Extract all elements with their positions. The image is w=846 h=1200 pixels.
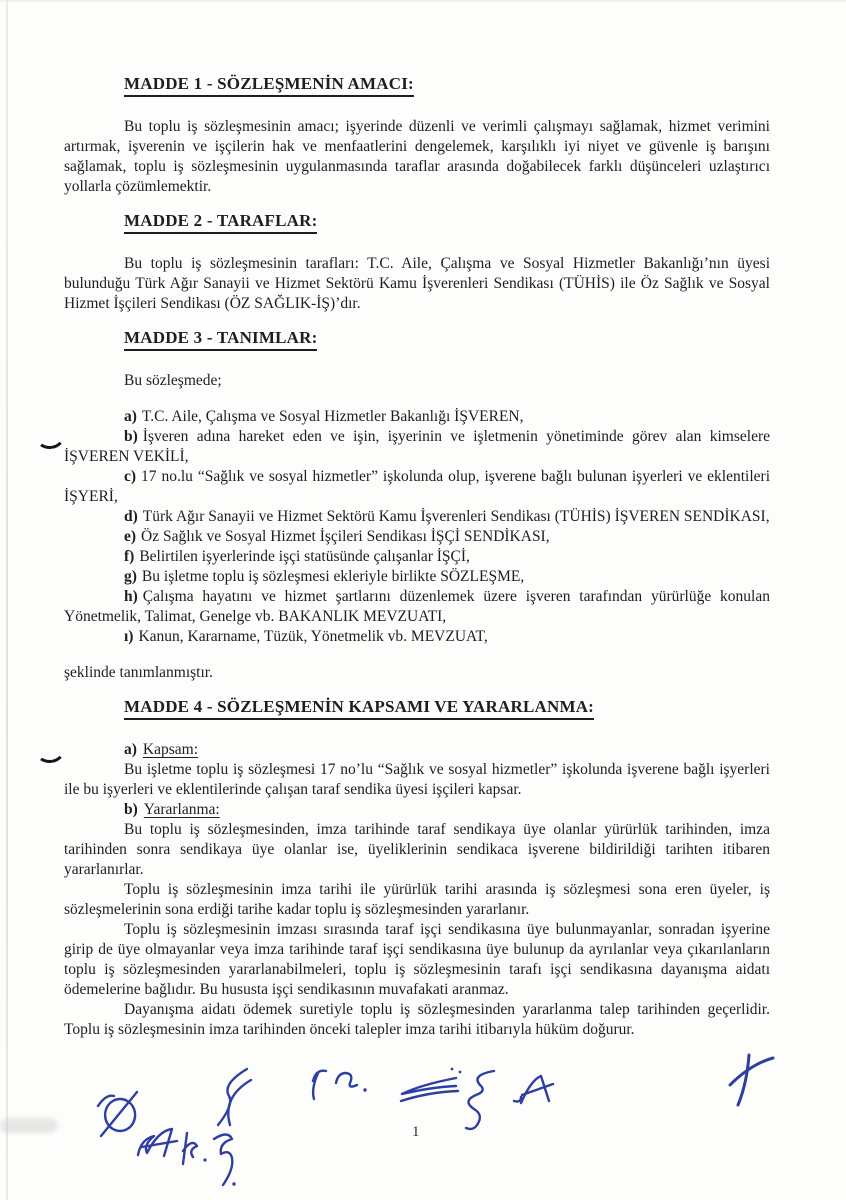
item-text: T.C. Aile, Çalışma ve Sosyal Hizmetler Bakanlığı İŞVEREN, <box>141 408 524 425</box>
paper-top-edge <box>0 0 846 2</box>
madde-1-heading: MADDE 1 - SÖZLEŞMENİN AMACI: <box>124 74 414 97</box>
definition-item-c <box>64 467 770 507</box>
page-number: 1 <box>412 1124 420 1140</box>
definition-item-e <box>64 527 770 547</box>
item-label: e) <box>124 528 137 545</box>
item-label: ı) <box>124 628 134 645</box>
kapsam-paragraph: Bu işletme toplu iş sözleşmesi 17 no’lu “Sağlık ve sosyal hizmetler” işkolunda işverene bağlı işyerleri ile bu işyerleri ve eklentilerinde çalışan taraf sendika üyesi işçileri kapsar. <box>64 761 770 798</box>
scan-smudge <box>0 1118 58 1133</box>
item-text: Öz Sağlık ve Sosyal Hizmet İşçileri Sendikası İŞÇİ SENDİKASI, <box>141 528 550 545</box>
yararlanma-paragraph-4: Dayanışma aidatı ödemek suretiyle toplu iş sözleşmesinden yararlanma talep tarihinden geçerlidir. Toplu iş sözleşmesinin imza tarihinden önceki talepler imza tarihi itibarıyla hüküm doğurur. <box>64 1001 770 1038</box>
signature-mark-curl <box>313 1071 367 1099</box>
madde-1-paragraph: Bu toplu iş sözleşmesinin amacı; işyerinde düzenli ve verimli çalışmayı sağlamak, hizmet verimini artırmak, işverenin ve işçilerin hak ve menfaatlerini dengelemek, karşılıklı iyi niyet ve güvenle iş barışını sağlamak, toplu iş sözleşmesinin uygulanmasında taraflar arasında doğabilecek farklı düşünceleri uzlaştırıcı yollarla çözümlemektir. <box>64 118 770 195</box>
madde-4-heading: MADDE 4 - SÖZLEŞMENİN KAPSAMI VE YARARLANMA: <box>124 697 594 720</box>
yararlanma-paragraph-3: Toplu iş sözleşmesinin imzası sırasında taraf işçi sendikasına üye bulunmayanlar, sonradan işyerine girip de üye olmayanlar veya imza tarihinde taraf işçi sendikasına üye bulunup da ayrılanlar veya çıkarılanların toplu iş sözleşmesinden yararlanabilmeleri, toplu iş sözleşmesinin tarafı işçi sendikasına dayanışma aidatı ödemelerine bağlıdır. Bu hususta işçi sendikasının muvafakati aranmaz. <box>64 921 770 998</box>
item-label: h) <box>124 588 138 605</box>
definition-item-h <box>64 587 770 627</box>
paper-left-edge <box>6 0 8 1200</box>
madde-3-heading: MADDE 3 - TANIMLAR: <box>124 328 317 351</box>
item-label: b) <box>124 428 138 445</box>
item-label: d) <box>124 508 138 525</box>
definition-item-d <box>64 507 770 527</box>
item-text: 17 no.lu “Sağlık ve sosyal hizmetler” işkolunda olup, işverene bağlı bulunan işyerleri ve eklentileri İŞYERİ, <box>64 468 770 505</box>
yararlanma-subheading <box>64 800 770 820</box>
item-label: a) <box>124 408 137 425</box>
signature-mark-a <box>514 1076 553 1103</box>
signature-mark-ga <box>138 1129 177 1156</box>
madde-3-outro: şeklinde tanımlanmıştır. <box>64 664 213 681</box>
definition-item-a <box>64 407 770 427</box>
item-label: f) <box>124 548 135 565</box>
signature-mark-kz <box>183 1133 236 1186</box>
signature-mark-double-s <box>218 1069 251 1125</box>
definition-item-g <box>64 567 770 587</box>
subhead-title: Yararlanma: <box>143 801 220 818</box>
item-text: Kanun, Kararname, Tüzük, Yönetmelik vb. MEVZUAT, <box>138 628 488 645</box>
madde-2-heading: MADDE 2 - TARAFLAR: <box>124 211 317 234</box>
item-text: Türk Ağır Sanayii ve Hizmet Sektörü Kamu İşverenleri Sendikası (TÜHİS) İŞVEREN SENDİKASI, <box>142 508 770 525</box>
binding-mark-icon <box>34 736 67 765</box>
item-label: g) <box>124 568 137 585</box>
document-body <box>64 74 770 1040</box>
binding-mark-icon <box>34 422 67 451</box>
subhead-label: b) <box>124 801 138 818</box>
madde-2-paragraph: Bu toplu iş sözleşmesinin tarafları: T.C. Aile, Çalışma ve Sosyal Hizmetler Bakanlığı’nın üyesi bulunduğu Türk Ağır Sanayii ve Hizmet Sektörü Kamu İşverenleri Sendikası (TÜHİS) ile Öz Sağlık ve Sosyal Hizmet İşçileri Sendikası (ÖZ SAĞLIK-İŞ)’dır. <box>64 255 770 312</box>
item-text: İşveren adına hareket eden ve işin, işyerinin ve işletmenin yönetiminde görev alan kimselere İŞVEREN VEKİLİ, <box>64 428 770 465</box>
signature-mark-cross <box>730 1055 773 1105</box>
yararlanma-paragraph-1: Bu toplu iş sözleşmesinden, imza tarihinde taraf sendikaya üye olanlar yürürlük tarihinden, imza tarihinden sonra sendikaya üye olanlar ise, üyeliklerinin sendikaca işverene bildirildiği tarihten itibaren yararlanırlar. <box>64 821 770 878</box>
yararlanma-paragraph-2: Toplu iş sözleşmesinin imza tarihi ile yürürlük tarihi arasında iş sözleşmesi sona eren üyeler, iş sözleşmelerinin sona erdiği tarihe kadar toplu iş sözleşmesinden yararlanır. <box>64 881 770 918</box>
item-text: Çalışma hayatını ve hizmet şartlarını düzenlemek üzere işveren tarafından yürürlüğe konulan Yönetmelik, Talimat, Genelge vb. BAKANLIK MEVZUATI, <box>64 588 770 625</box>
subhead-title: Kapsam: <box>142 741 199 758</box>
kapsam-subheading <box>64 740 770 760</box>
item-text: Belirtilen işyerlerinde işçi statüsünde çalışanlar İŞÇİ, <box>139 548 470 565</box>
signature-mark-crossed-circle <box>98 1092 137 1136</box>
subhead-label: a) <box>124 741 137 758</box>
signature-mark-swoosh <box>401 1068 461 1101</box>
definition-item-i <box>64 627 770 647</box>
signature-mark-xi <box>466 1071 494 1129</box>
madde-3-intro: Bu sözleşmede; <box>124 372 222 389</box>
definition-item-b <box>64 427 770 467</box>
item-label: c) <box>124 468 137 485</box>
definition-item-f <box>64 547 770 567</box>
item-text: Bu işletme toplu iş sözleşmesi ekleriyle birlikte SÖZLEŞME, <box>141 568 525 585</box>
